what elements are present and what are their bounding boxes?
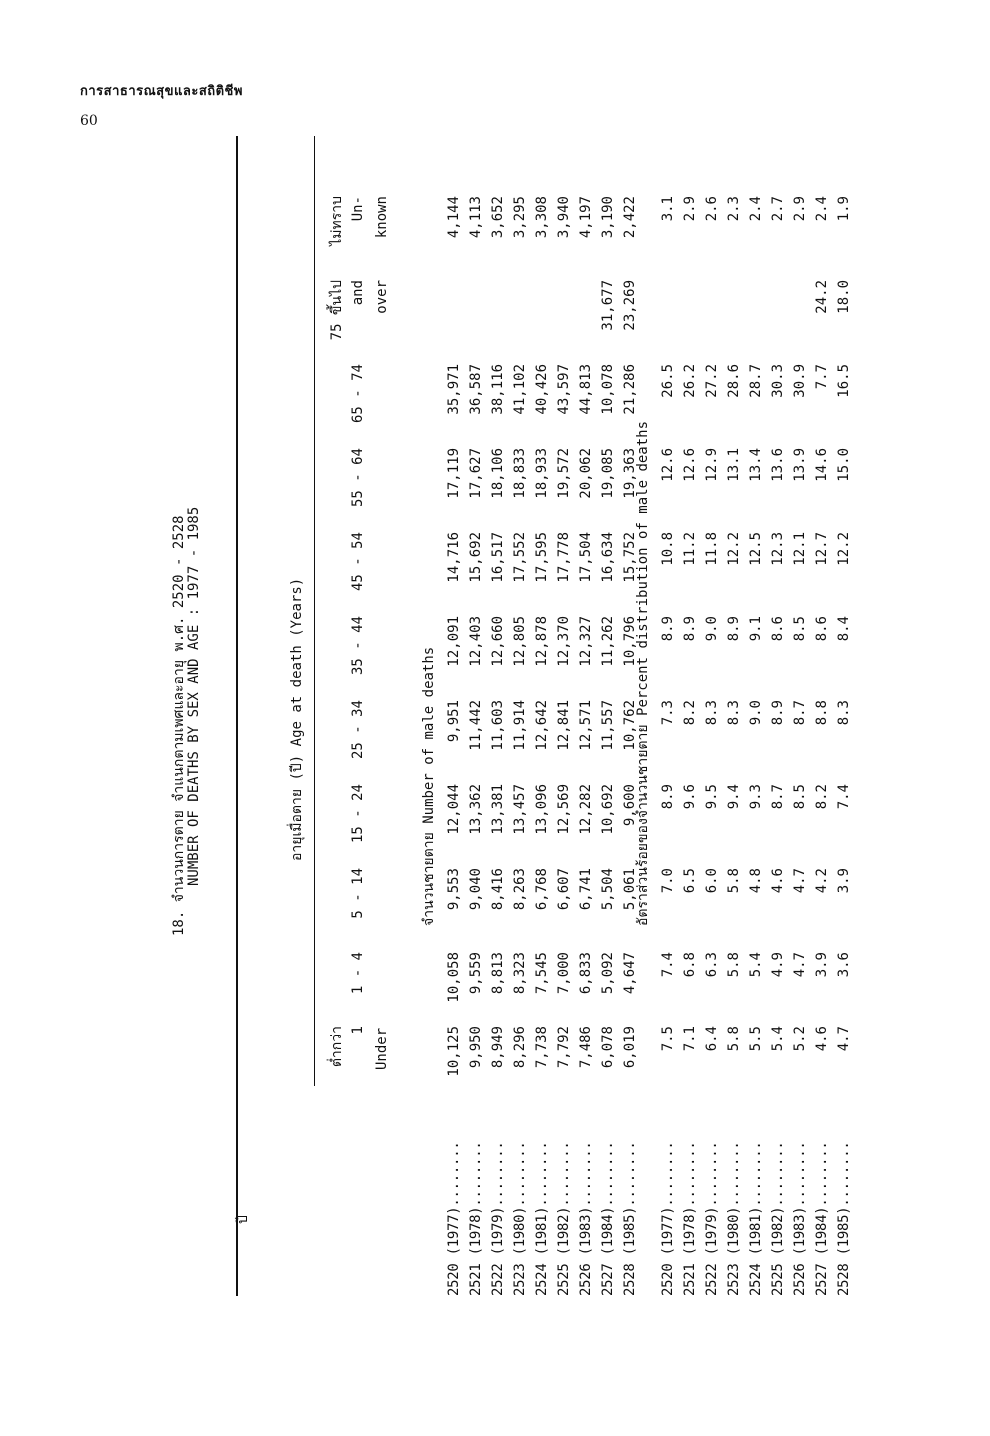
table-cell: 6,741 <box>578 868 594 911</box>
table-cell: 8.5 <box>792 616 808 642</box>
table-cell: 7.4 <box>660 952 676 978</box>
table-cell: 12,282 <box>578 784 594 835</box>
table-cell: 12.5 <box>748 532 764 566</box>
row-year-label: 2525 (1982)........ <box>556 1141 572 1296</box>
column-header-4-mid: 15 - 24 <box>350 784 366 844</box>
table-cell: 19,572 <box>556 448 572 499</box>
table-cell: 19,363 <box>622 448 638 499</box>
column-header-11-mid: Un- <box>350 196 366 222</box>
row-year-label: 2520 (1977)........ <box>446 1141 462 1296</box>
table-cell: 2.9 <box>792 196 808 222</box>
table-cell: 6,019 <box>622 1026 638 1069</box>
table-cell: 7,000 <box>556 952 572 995</box>
table-cell: 38,116 <box>490 364 506 415</box>
table-cell: 11,557 <box>600 700 616 751</box>
table-cell: 30.3 <box>770 364 786 398</box>
table-cell: 8.9 <box>682 616 698 642</box>
table-cell: 15,692 <box>468 532 484 583</box>
table-cell: 12.7 <box>814 532 830 566</box>
column-header-3-mid: 5 - 14 <box>350 868 366 919</box>
table-cell: 10,796 <box>622 616 638 667</box>
table-cell: 7.3 <box>660 700 676 726</box>
table-cell: 12.2 <box>726 532 742 566</box>
table-cell: 13.1 <box>726 448 742 482</box>
table-cell: 14,716 <box>446 532 462 583</box>
row-year-label: 2522 (1979)........ <box>704 1141 720 1296</box>
table-cell: 4.8 <box>748 868 764 894</box>
age-header: อายุเมื่อตาย (ปี) Age at death (Years) <box>289 577 305 861</box>
table-cell: 8,296 <box>512 1026 528 1069</box>
table-cell: 12,878 <box>534 616 550 667</box>
table-cell: 9.5 <box>704 784 720 810</box>
table-cell: 6.8 <box>682 952 698 978</box>
table-cell: 10,058 <box>446 952 462 1003</box>
table-cell: 17,627 <box>468 448 484 499</box>
table-cell: 3.9 <box>836 868 852 894</box>
table-cell: 3,295 <box>512 196 528 239</box>
table-cell: 24.2 <box>814 280 830 314</box>
table-cell: 8.4 <box>836 616 852 642</box>
table-cell: 3,190 <box>600 196 616 239</box>
table-cell: 4,647 <box>622 952 638 995</box>
table-cell: 1.9 <box>836 196 852 222</box>
rule-age-header <box>314 136 315 1086</box>
table-cell: 8.6 <box>770 616 786 642</box>
table-cell: 2.3 <box>726 196 742 222</box>
section-percent-title: อัตราส่วนร้อยของจำนวนชายตาย Percent distribution of male deaths <box>635 420 651 926</box>
table-cell: 7,738 <box>534 1026 550 1069</box>
table-cell: 9.1 <box>748 616 764 642</box>
table-cell: 27.2 <box>704 364 720 398</box>
table-cell: 9,951 <box>446 700 462 743</box>
table-cell: 9,950 <box>468 1026 484 1069</box>
table-cell: 8.7 <box>792 700 808 726</box>
table-cell: 28.6 <box>726 364 742 398</box>
table-cell: 18,106 <box>490 448 506 499</box>
table-cell: 14.6 <box>814 448 830 482</box>
table-cell: 3,652 <box>490 196 506 239</box>
row-year-label: 2524 (1981)........ <box>748 1141 764 1296</box>
table-cell: 5.5 <box>748 1026 764 1052</box>
table-cell: 9.6 <box>682 784 698 810</box>
table-cell: 20,062 <box>578 448 594 499</box>
table-cell: 4.7 <box>836 1026 852 1052</box>
table-cell: 26.5 <box>660 364 676 398</box>
table-cell: 30.9 <box>792 364 808 398</box>
table-cell: 12,805 <box>512 616 528 667</box>
row-year-label: 2527 (1984)........ <box>814 1141 830 1296</box>
table-cell: 9,553 <box>446 868 462 911</box>
table-cell: 8.3 <box>726 700 742 726</box>
table-cell: 17,778 <box>556 532 572 583</box>
column-header-6-mid: 35 - 44 <box>350 616 366 676</box>
table-cell: 16,634 <box>600 532 616 583</box>
table-cell: 8.3 <box>704 700 720 726</box>
table-cell: 21,286 <box>622 364 638 415</box>
row-year-label: 2523 (1980)........ <box>726 1141 742 1296</box>
column-header-2-mid: 1 - 4 <box>350 952 366 995</box>
table-cell: 9.4 <box>726 784 742 810</box>
table-cell: 17,504 <box>578 532 594 583</box>
table-cell: 3.9 <box>814 952 830 978</box>
table-cell: 15,752 <box>622 532 638 583</box>
table-cell: 28.7 <box>748 364 764 398</box>
table-cell: 9.3 <box>748 784 764 810</box>
table-cell: 12.6 <box>682 448 698 482</box>
table-cell: 5,504 <box>600 868 616 911</box>
table-cell: 12.3 <box>770 532 786 566</box>
table-cell: 4,113 <box>468 196 484 239</box>
column-header-8-mid: 55 - 64 <box>350 448 366 508</box>
rule-top <box>236 136 238 1296</box>
table-cell: 9,600 <box>622 784 638 827</box>
table-cell: 5.8 <box>726 868 742 894</box>
table-cell: 5.4 <box>770 1026 786 1052</box>
table-cell: 13,362 <box>468 784 484 835</box>
table-cell: 7.7 <box>814 364 830 390</box>
column-header-9-mid: 65 - 74 <box>350 364 366 424</box>
table-cell: 6,768 <box>534 868 550 911</box>
table-cell: 7.1 <box>682 1026 698 1052</box>
row-year-label: 2528 (1985)........ <box>836 1141 852 1296</box>
table-cell: 19,085 <box>600 448 616 499</box>
row-year-label: 2523 (1980)........ <box>512 1141 528 1296</box>
table-cell: 23,269 <box>622 280 638 331</box>
table-cell: 13.9 <box>792 448 808 482</box>
table-cell: 7,792 <box>556 1026 572 1069</box>
table-cell: 12,044 <box>446 784 462 835</box>
table-cell: 9,040 <box>468 868 484 911</box>
table-cell: 17,119 <box>446 448 462 499</box>
row-year-label: 2528 (1985)........ <box>622 1141 638 1296</box>
table-cell: 18.0 <box>836 280 852 314</box>
rotated-table <box>140 136 880 1296</box>
table-cell: 2.9 <box>682 196 698 222</box>
table-cell: 10.8 <box>660 532 676 566</box>
table-cell: 6.0 <box>704 868 720 894</box>
table-cell: 8,263 <box>512 868 528 911</box>
table-cell: 7.5 <box>660 1026 676 1052</box>
table-cell: 36,587 <box>468 364 484 415</box>
table-cell: 12,403 <box>468 616 484 667</box>
table-cell: 8.8 <box>814 700 830 726</box>
table-cell: 4.7 <box>792 952 808 978</box>
table-cell: 26.2 <box>682 364 698 398</box>
table-cell: 11,914 <box>512 700 528 751</box>
table-cell: 9.0 <box>748 700 764 726</box>
year-header: ปี <box>235 1215 251 1224</box>
table-cell: 8.9 <box>660 616 676 642</box>
table-title-en: NUMBER OF DEATHS BY SEX AND AGE : 1977 - 1985 <box>186 506 202 886</box>
table-cell: 16,517 <box>490 532 506 583</box>
table-cell: 6.4 <box>704 1026 720 1052</box>
table-cell: 5.4 <box>748 952 764 978</box>
table-cell: 11,442 <box>468 700 484 751</box>
table-cell: 12,091 <box>446 616 462 667</box>
table-cell: 8.6 <box>814 616 830 642</box>
table-cell: 17,595 <box>534 532 550 583</box>
table-cell: 31,677 <box>600 280 616 331</box>
table-cell: 4,197 <box>578 196 594 239</box>
table-cell: 12,642 <box>534 700 550 751</box>
column-header-11-bot: known <box>374 196 390 239</box>
table-cell: 12,327 <box>578 616 594 667</box>
table-cell: 12,841 <box>556 700 572 751</box>
table-cell: 4.6 <box>814 1026 830 1052</box>
table-cell: 8,949 <box>490 1026 506 1069</box>
row-year-label: 2526 (1983)........ <box>792 1141 808 1296</box>
table-cell: 4.7 <box>792 868 808 894</box>
table-cell: 12,660 <box>490 616 506 667</box>
row-year-label: 2526 (1983)........ <box>578 1141 594 1296</box>
table-cell: 9,559 <box>468 952 484 995</box>
row-year-label: 2521 (1978)........ <box>682 1141 698 1296</box>
row-year-label: 2521 (1978)........ <box>468 1141 484 1296</box>
table-cell: 6.3 <box>704 952 720 978</box>
table-cell: 12.2 <box>836 532 852 566</box>
table-cell: 40,426 <box>534 364 550 415</box>
row-year-label: 2524 (1981)........ <box>534 1141 550 1296</box>
table-cell: 11,262 <box>600 616 616 667</box>
table-title-th: 18. จำนวนการตาย จำแนกตามเพศและอายุ พ.ศ. 2520 - 2528 <box>171 515 187 936</box>
table-cell: 13,457 <box>512 784 528 835</box>
table-cell: 11,603 <box>490 700 506 751</box>
table-cell: 43,597 <box>556 364 572 415</box>
table-cell: 12.1 <box>792 532 808 566</box>
table-cell: 8.2 <box>682 700 698 726</box>
column-header-1-mid: 1 <box>350 1026 366 1035</box>
table-cell: 7.4 <box>836 784 852 810</box>
column-header-1-bot: Under <box>374 1027 390 1070</box>
section-count-title: จำนวนชายตาย Number of male deaths <box>421 646 437 926</box>
table-cell: 6,607 <box>556 868 572 911</box>
table-cell: 6.5 <box>682 868 698 894</box>
table-cell: 3.6 <box>836 952 852 978</box>
table-cell: 8.7 <box>770 784 786 810</box>
table-cell: 16.5 <box>836 364 852 398</box>
row-year-label: 2525 (1982)........ <box>770 1141 786 1296</box>
table-cell: 12.6 <box>660 448 676 482</box>
running-title: การสาธารณสุขและสถิติชีพ <box>80 84 243 99</box>
table-cell: 41,102 <box>512 364 528 415</box>
table-cell: 2.4 <box>814 196 830 222</box>
table-cell: 13,381 <box>490 784 506 835</box>
column-header-10-bot: over <box>374 280 390 314</box>
row-year-label: 2527 (1984)........ <box>600 1141 616 1296</box>
table-cell: 3,308 <box>534 196 550 239</box>
table-cell: 17,552 <box>512 532 528 583</box>
table-cell: 5,061 <box>622 868 638 911</box>
table-cell: 11.2 <box>682 532 698 566</box>
row-year-label: 2520 (1977)........ <box>660 1141 676 1296</box>
table-cell: 8.2 <box>814 784 830 810</box>
table-cell: 2,422 <box>622 196 638 239</box>
table-cell: 10,762 <box>622 700 638 751</box>
table-cell: 10,692 <box>600 784 616 835</box>
table-cell: 7,486 <box>578 1026 594 1069</box>
table-cell: 12,569 <box>556 784 572 835</box>
table-cell: 7.0 <box>660 868 676 894</box>
table-cell: 13,096 <box>534 784 550 835</box>
column-header-10-mid: and <box>350 280 366 306</box>
table-cell: 12,571 <box>578 700 594 751</box>
table-cell: 12,370 <box>556 616 572 667</box>
table-cell: 10,125 <box>446 1026 462 1077</box>
table-cell: 8.9 <box>770 700 786 726</box>
table-cell: 4.9 <box>770 952 786 978</box>
table-cell: 4.6 <box>770 868 786 894</box>
table-cell: 13.6 <box>770 448 786 482</box>
column-header-1-top: ต่ำกว่า <box>329 1026 345 1068</box>
table-cell: 2.7 <box>770 196 786 222</box>
table-cell: 18,933 <box>534 448 550 499</box>
column-header-11-top: ไม่ทราบ <box>329 196 345 246</box>
table-cell: 4.2 <box>814 868 830 894</box>
table-cell: 18,833 <box>512 448 528 499</box>
table-cell: 6,833 <box>578 952 594 995</box>
table-cell: 2.6 <box>704 196 720 222</box>
table-cell: 35,971 <box>446 364 462 415</box>
table-cell: 8.5 <box>792 784 808 810</box>
table-cell: 8.9 <box>726 616 742 642</box>
table-cell: 11.8 <box>704 532 720 566</box>
table-cell: 6,078 <box>600 1026 616 1069</box>
table-cell: 4,144 <box>446 196 462 239</box>
table-cell: 5.2 <box>792 1026 808 1052</box>
row-year-label: 2522 (1979)........ <box>490 1141 506 1296</box>
column-header-5-mid: 25 - 34 <box>350 700 366 760</box>
table-cell: 8,416 <box>490 868 506 911</box>
table-cell: 8,813 <box>490 952 506 995</box>
column-header-10-top: 75 ขึ้นไป <box>329 280 345 341</box>
table-cell: 5.8 <box>726 1026 742 1052</box>
table-cell: 2.4 <box>748 196 764 222</box>
table-cell: 44,813 <box>578 364 594 415</box>
table-cell: 3.1 <box>660 196 676 222</box>
table-cell: 5.8 <box>726 952 742 978</box>
table-cell: 10,078 <box>600 364 616 415</box>
table-cell: 15.0 <box>836 448 852 482</box>
table-cell: 8.3 <box>836 700 852 726</box>
table-cell: 3,940 <box>556 196 572 239</box>
table-cell: 13.4 <box>748 448 764 482</box>
column-header-7-mid: 45 - 54 <box>350 532 366 592</box>
page-number: 60 <box>80 113 98 129</box>
table-cell: 8.9 <box>660 784 676 810</box>
table-cell: 8,323 <box>512 952 528 995</box>
table-cell: 5,092 <box>600 952 616 995</box>
table-cell: 7,545 <box>534 952 550 995</box>
table-cell: 9.0 <box>704 616 720 642</box>
table-cell: 12.9 <box>704 448 720 482</box>
